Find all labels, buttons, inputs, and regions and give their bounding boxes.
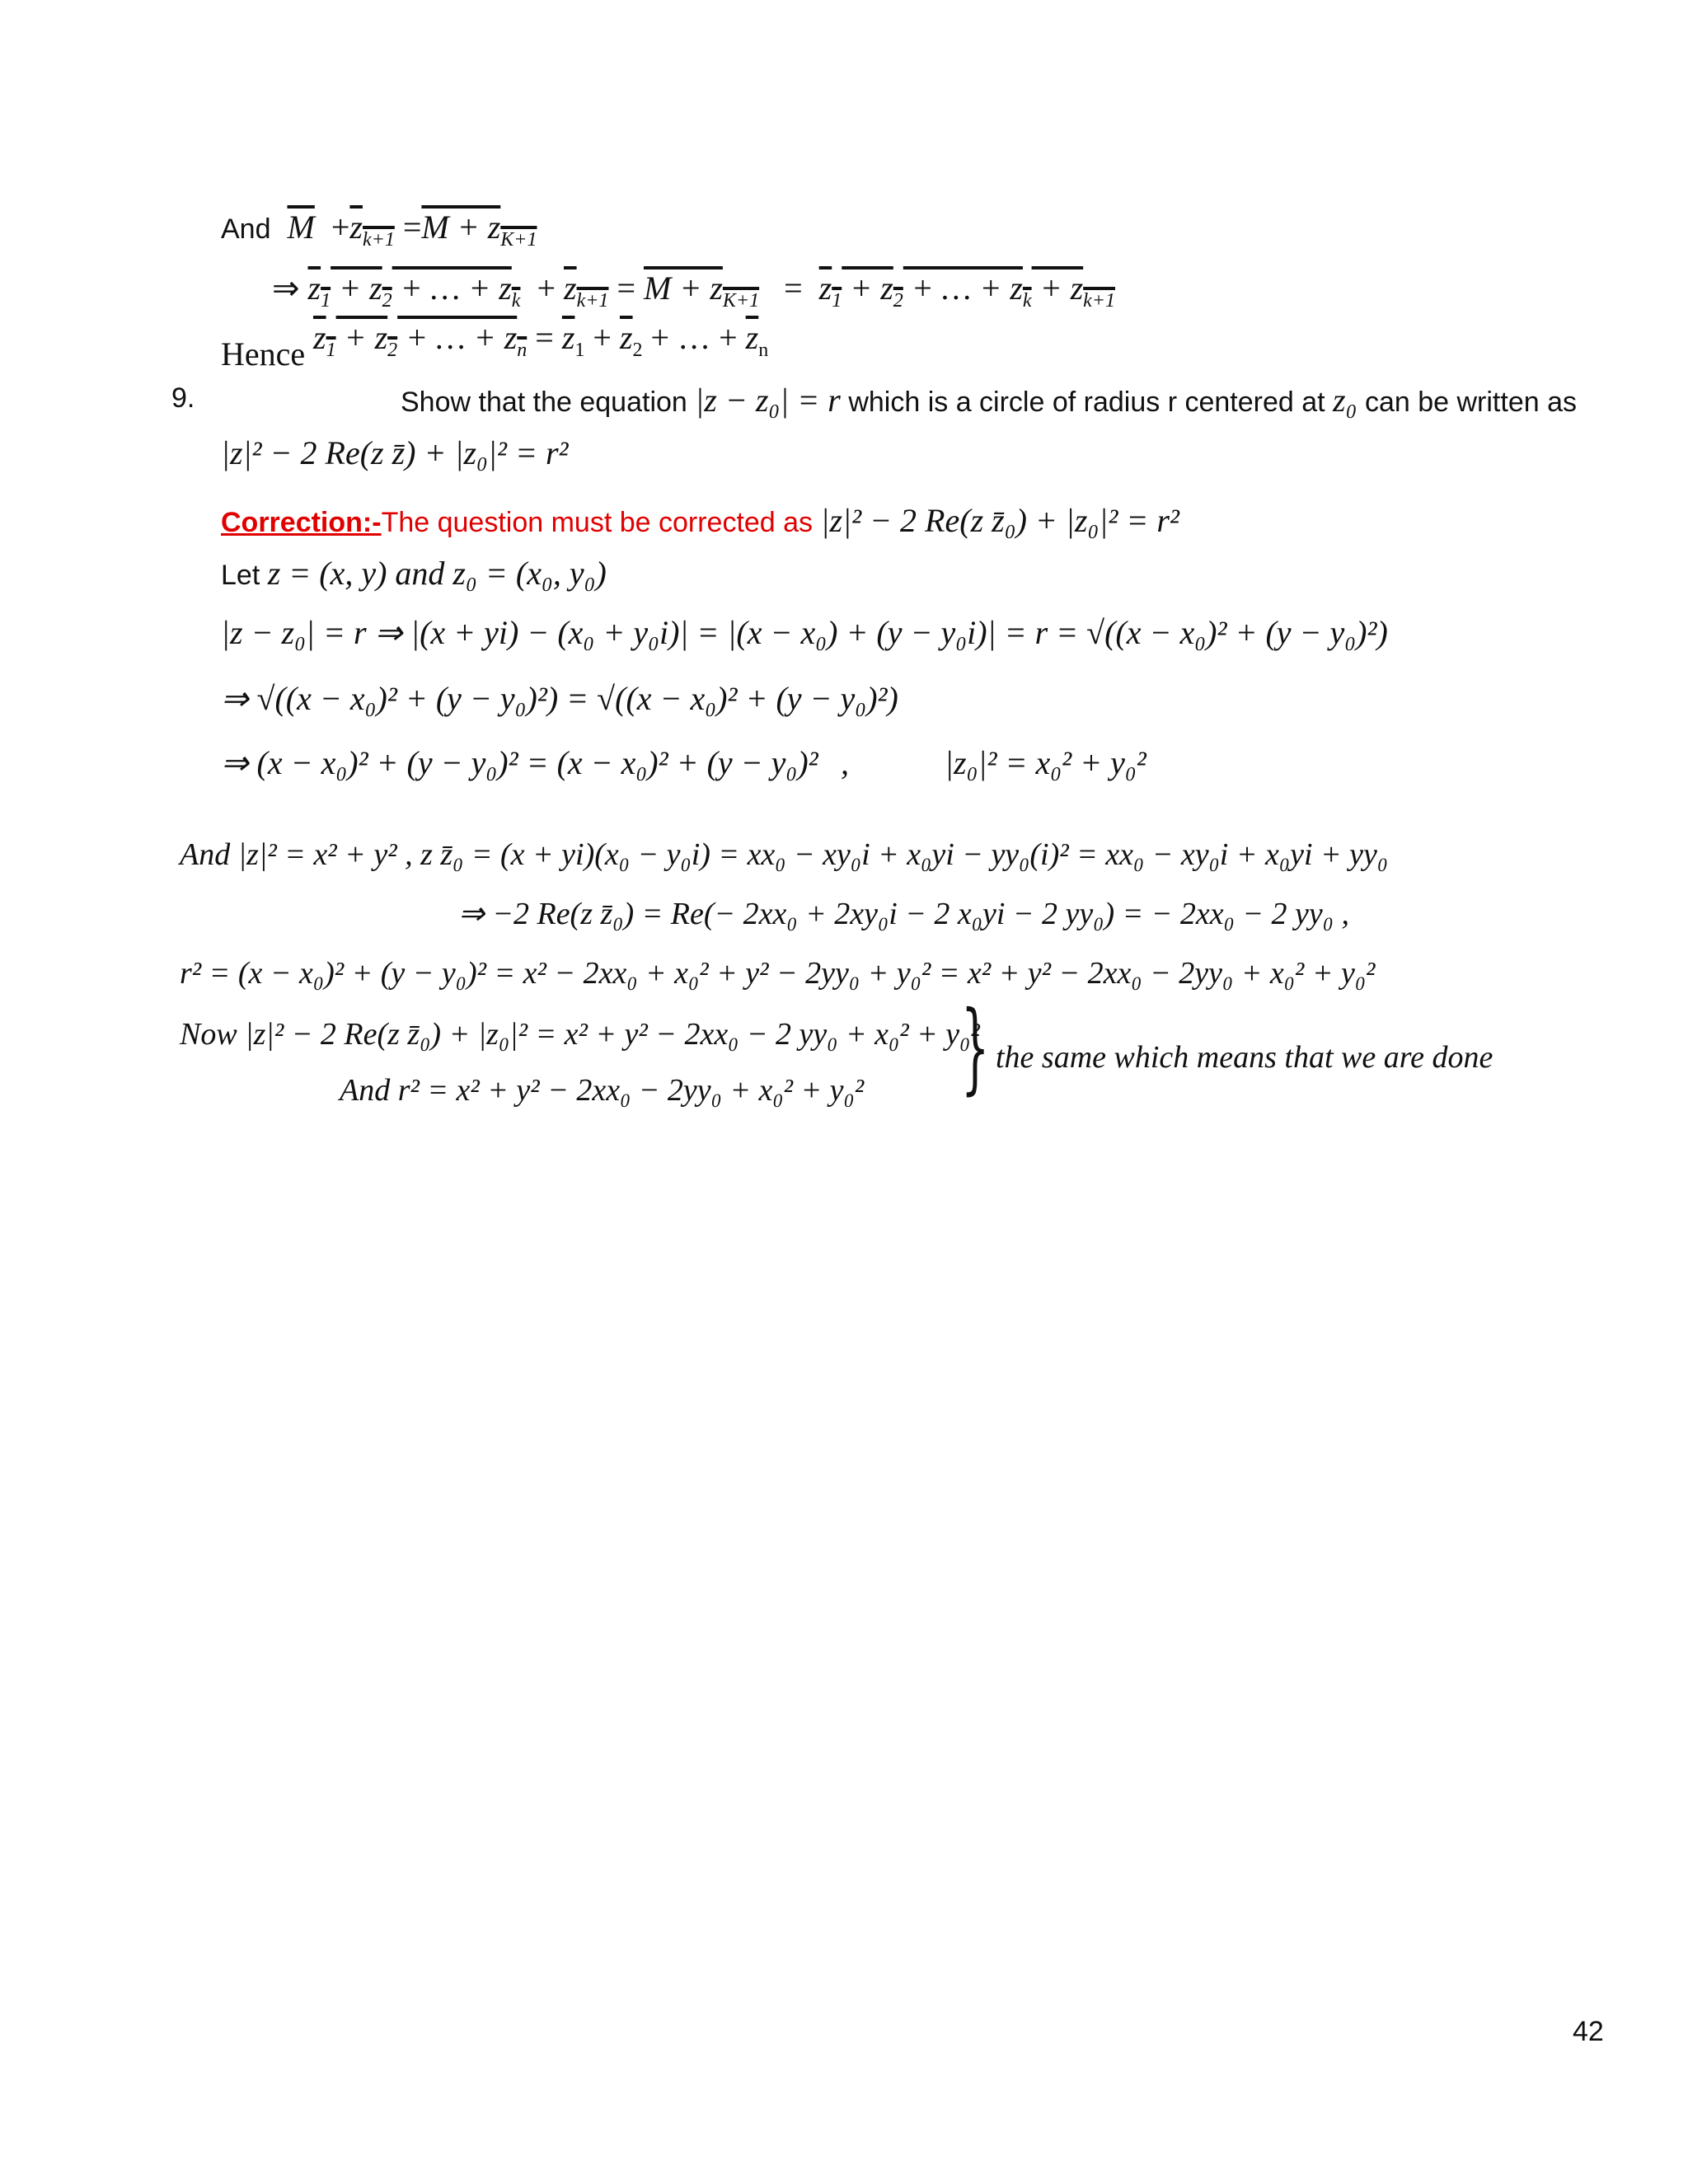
problem-number: 9.	[171, 382, 195, 414]
correction-equation: |z|² − 2 Re(z z̄₀) + |z₀|² = r²	[820, 502, 1179, 539]
problem-equation-2: |z|² − 2 Re(z z̄) + |z₀|² = r²	[221, 434, 569, 471]
r2-line: r² = (x − x₀)² + (y − y₀)² = x² − 2xx₀ + x₀² + y² − 2yy₀ + y₀² = x² + y² − 2xx₀ − 2yy₀ + x₀² + y₀²	[180, 956, 1376, 991]
line-implies-sum: ⇒ $z_1 + z_2$ + … + $z_k + z_{k+1} = M + z_{K+1} = z_1 + z_2$ + … + $z_k + z_{k+1}$	[272, 269, 1115, 312]
step-2: ⇒ √((x − x₀)² + (y − y₀)²) = √((x − x₀)² + (y − y₀)²)	[221, 680, 898, 717]
hence-equation: $z_1 + z_2$ + … + $z_n = \overline{z}_1 + \overline{z}_2$ + … + $\overline{z}_n$	[313, 319, 769, 361]
and-line: And |z|² = x² + y² , z z̄₀ = (x + yi)(x₀ − y₀i) = xx₀ − xy₀i + x₀yi − yy₀(i)² = xx₀ − xy₀i + x₀yi + yy₀	[180, 837, 1389, 872]
hence-label: Hence	[221, 335, 306, 373]
step-3-right: |z₀|² = x₀² + y₀²	[945, 744, 1146, 781]
step-1: |z − z₀| = r ⇒ |(x + yi) − (x₀ + y₀i)| = |(x − x₀) + (y − y₀i)| = r = √((x − x₀)² + (y − y₀)²)	[221, 614, 1388, 651]
correction-text: The question must be corrected as	[381, 507, 814, 538]
conclusion-text: the same which means that we are done	[996, 1040, 1493, 1075]
line-and-M: And $\overline{M} +z_{k+1} =M + z_{K+1}$	[221, 209, 537, 251]
and-r2-line: And r² = x² + y² − 2xx₀ − 2yy₀ + x₀² + y₀²	[340, 1073, 865, 1108]
right-brace-icon: }	[961, 991, 990, 1105]
re-line: ⇒ −2 Re(z z̄₀) = Re(− 2xx₀ + 2xy₀i − 2 x₀yi − 2 yy₀) = − 2xx₀ − 2 yy₀ ,	[458, 897, 1349, 931]
step-3: ⇒ (x − x₀)² + (y − y₀)² = (x − x₀)² + (y − y₀)²	[221, 744, 818, 781]
now-line: Now |z|² − 2 Re(z z̄₀) + |z₀|² = x² + y² − 2xx₀ − 2 yy₀ + x₀² + y₀²	[180, 1017, 980, 1052]
correction-line	[221, 504, 1179, 537]
problem-statement: Show that the equation |z − z₀| = r which is a circle of radius r centered at z₀ can be written as	[401, 382, 1577, 419]
page-number: 42	[1573, 2016, 1604, 2047]
correction-label: Correction:-	[221, 507, 382, 538]
let-line: Let z = (x, y) and z₀ = (x₀, y₀)	[221, 555, 607, 592]
step-3-comma: ,	[841, 744, 849, 781]
